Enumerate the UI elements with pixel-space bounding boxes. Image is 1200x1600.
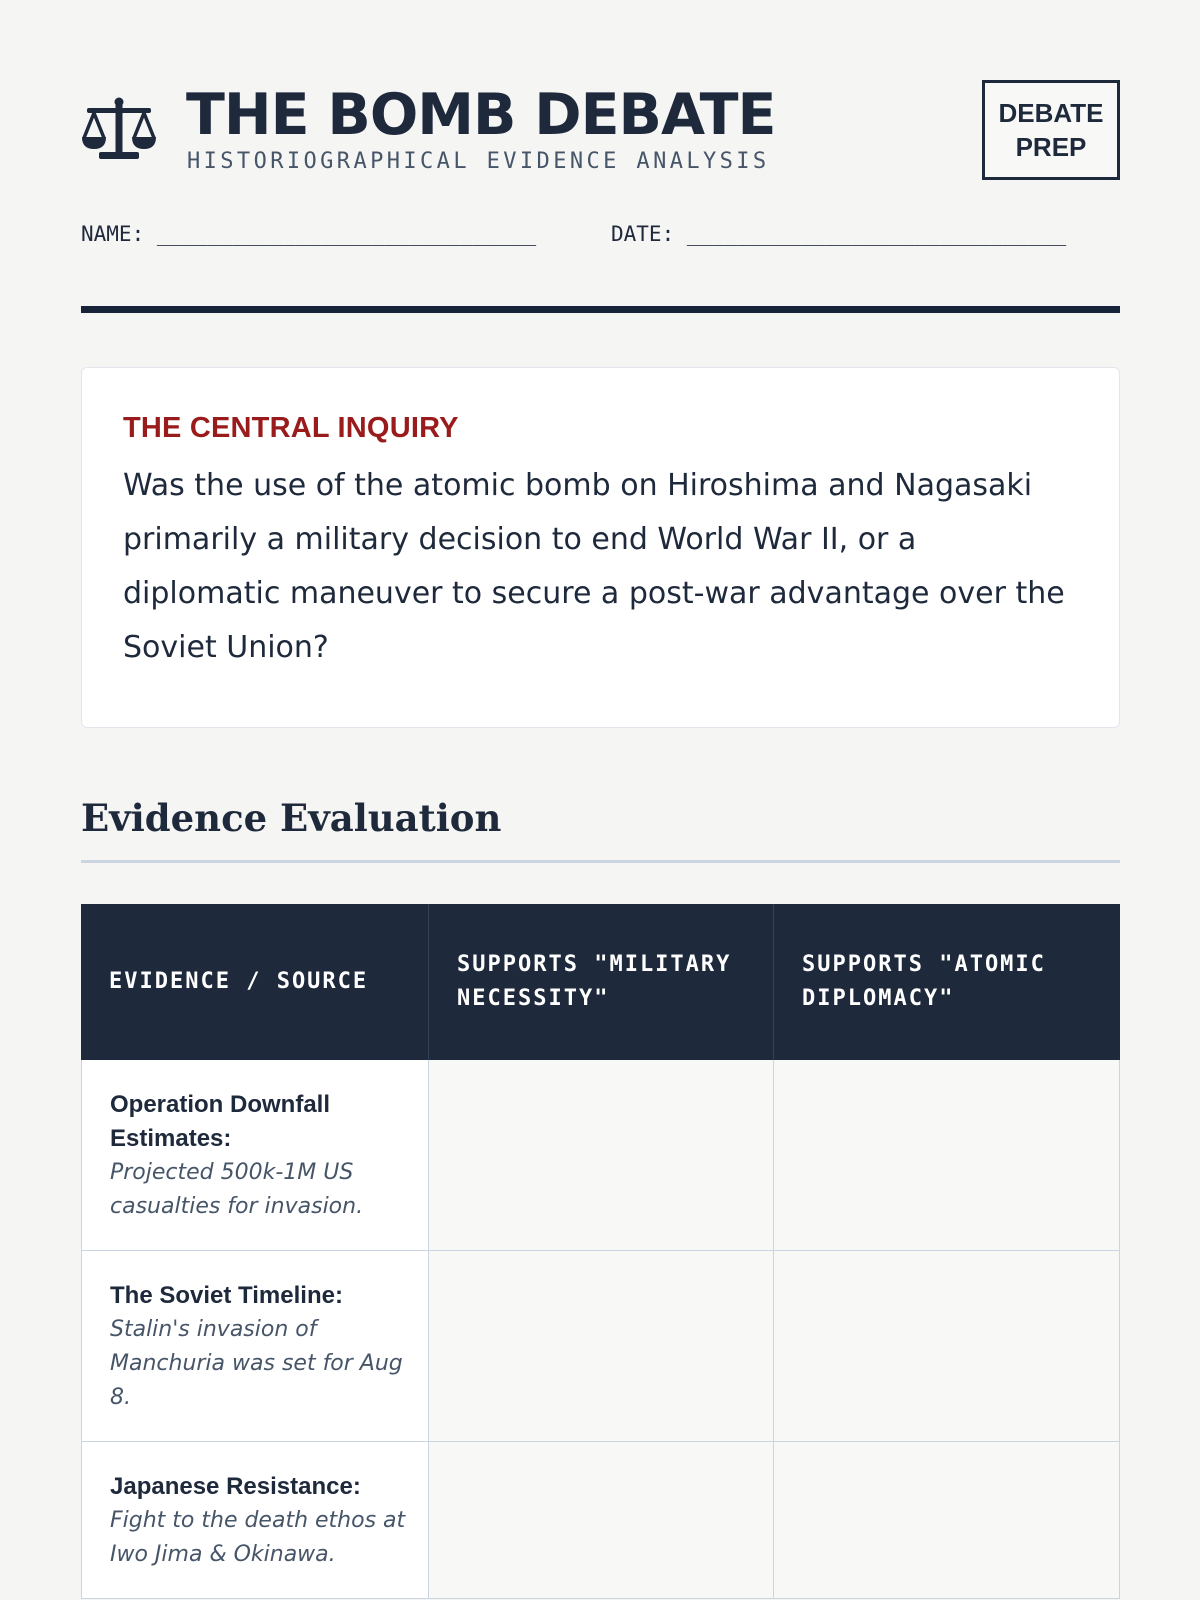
worksheet-page bbox=[81, 0, 1120, 1567]
table-row bbox=[81, 1251, 1120, 1442]
table-row bbox=[81, 1442, 1120, 1599]
table-header bbox=[81, 904, 1120, 1060]
date-label: DATE: bbox=[611, 222, 675, 246]
diplomacy-response-cell[interactable] bbox=[773, 1442, 1120, 1598]
name-label: NAME: bbox=[81, 222, 145, 246]
military-response-cell[interactable] bbox=[428, 1251, 773, 1441]
inquiry-label: THE CENTRAL INQUIRY bbox=[123, 412, 459, 444]
evidence-title: Operation Downfall Estimates: bbox=[110, 1091, 331, 1152]
column-header-evidence: EVIDENCE / SOURCE bbox=[109, 969, 369, 994]
column-header-military: SUPPORTS "MILITARY NECESSITY" bbox=[428, 904, 773, 1060]
evidence-cell bbox=[81, 1251, 428, 1441]
evidence-table bbox=[81, 904, 1120, 1599]
evidence-detail: Stalin's invasion of Manchuria was set for Aug 8. bbox=[110, 1317, 403, 1410]
evidence-title: Japanese Resistance: bbox=[110, 1473, 361, 1500]
section-divider bbox=[81, 860, 1120, 863]
evidence-cell bbox=[81, 1060, 428, 1250]
military-response-cell[interactable] bbox=[428, 1060, 773, 1250]
diplomacy-response-cell[interactable] bbox=[773, 1251, 1120, 1441]
evidence-title: The Soviet Timeline: bbox=[110, 1282, 343, 1309]
table-row bbox=[81, 1060, 1120, 1251]
military-response-cell[interactable] bbox=[428, 1442, 773, 1598]
scale-icon bbox=[81, 96, 157, 166]
worksheet-header bbox=[81, 0, 1120, 300]
central-inquiry-card bbox=[81, 367, 1120, 728]
column-header-diplomacy: SUPPORTS "ATOMIC DIPLOMACY" bbox=[773, 904, 1120, 1060]
evidence-detail: Fight to the death ethos at Iwo Jima & Okinawa. bbox=[110, 1508, 406, 1567]
diplomacy-response-cell[interactable] bbox=[773, 1060, 1120, 1250]
debate-prep-badge: DEBATE PREP bbox=[982, 80, 1120, 180]
date-group bbox=[611, 222, 1066, 246]
name-date-row bbox=[81, 222, 1067, 246]
page-title: THE BOMB DEBATE bbox=[186, 82, 776, 148]
date-field[interactable]: ______________________________ bbox=[686, 222, 1067, 246]
inquiry-question: Was the use of the atomic bomb on Hiroshima and Nagasaki primarily a military decision to end World War II, or a diplomatic maneuver to secure a post-war advantage over the Soviet Union? bbox=[123, 468, 1065, 665]
section-heading: Evidence Evaluation bbox=[81, 796, 502, 840]
name-field[interactable]: ______________________________ bbox=[156, 222, 537, 246]
evidence-detail: Projected 500k-1M US casualties for invasion. bbox=[110, 1160, 364, 1219]
evidence-cell bbox=[81, 1442, 428, 1598]
header-divider bbox=[81, 306, 1120, 313]
page-subtitle: HISTORIOGRAPHICAL EVIDENCE ANALYSIS bbox=[187, 149, 770, 174]
